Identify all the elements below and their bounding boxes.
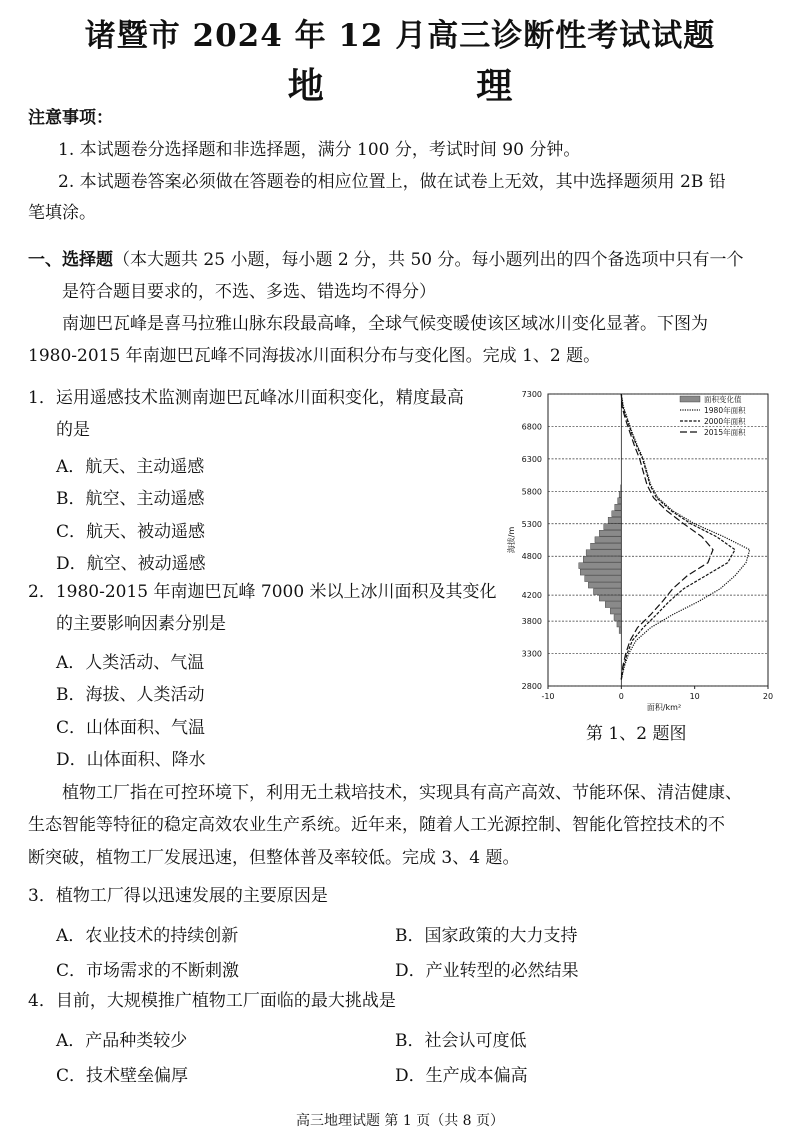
passage-1-line-2: 1980-2015 年南迦巴瓦峰不同海拔冰川面积分布与变化图。完成 1、2 题。 xyxy=(28,346,601,366)
plot-frame xyxy=(548,394,768,686)
glacier-area-chart xyxy=(492,384,792,724)
subject-title: 地 理 xyxy=(287,65,583,107)
y-tick-label: 4200 xyxy=(521,591,542,601)
chart-legend xyxy=(680,394,746,437)
area-change-bar xyxy=(593,589,621,595)
q3-option-a: A．农业技术的持续创新 xyxy=(56,926,239,946)
legend-label: 1980年面积 xyxy=(704,406,746,415)
section-1-header xyxy=(28,250,744,270)
q2-option-b: B．海拔、人类活动 xyxy=(56,685,205,705)
y-tick-label: 5300 xyxy=(521,519,542,529)
q3-option-b: B．国家政策的大力支持 xyxy=(395,926,578,946)
area-change-bar xyxy=(586,550,621,556)
q4-stem: 4．目前，大规模推广植物工厂面临的最大挑战是 xyxy=(28,991,396,1011)
legend-swatch-bars xyxy=(680,396,700,402)
chart-axes xyxy=(506,390,773,712)
area-change-bar xyxy=(588,582,621,588)
q4-option-b: B．社会认可度低 xyxy=(395,1031,527,1051)
q2-option-a: A．人类活动、气温 xyxy=(56,653,205,673)
x-tick-label: -10 xyxy=(541,692,555,701)
y-tick-label: 5800 xyxy=(521,487,542,497)
legend-label: 2015年面积 xyxy=(704,428,746,437)
notice-item-2-line-1: 2. 本试题卷答案必须做在答题卷的相应位置上，做在试卷上无效，其中选择题须用 2B 铅 xyxy=(58,172,726,192)
area-change-bar xyxy=(610,608,621,614)
exam-title: 诸暨市 2024 年 12 月高三诊断性考试试题 xyxy=(84,18,716,54)
notice-item-1: 1. 本试题卷分选择题和非选择题，满分 100 分，考试时间 90 分钟。 xyxy=(58,140,581,160)
area-change-bar xyxy=(599,595,621,601)
q1-stem-line-2: 的是 xyxy=(56,420,90,440)
area-change-bar xyxy=(595,537,621,543)
area-change-bar xyxy=(612,511,622,517)
area-change-bar xyxy=(608,517,621,523)
area-change-bar xyxy=(614,615,621,621)
q3-option-d: D．产业转型的必然结果 xyxy=(395,961,579,981)
area-change-bar xyxy=(604,524,622,530)
y-tick-label: 6300 xyxy=(521,454,542,464)
area-change-bar xyxy=(618,498,622,504)
x-tick-label: 10 xyxy=(689,692,700,701)
y-tick-label: 3800 xyxy=(521,617,542,627)
page-footer: 高三地理试题 第 1 页（共 8 页） xyxy=(295,1113,505,1129)
notice-heading: 注意事项： xyxy=(28,108,113,128)
area-change-bar xyxy=(591,543,622,549)
notice-item-2-line-2: 笔填涂。 xyxy=(28,203,96,223)
q1-option-c: C．航天、被动遥感 xyxy=(56,522,206,542)
passage-1-line-1: 南迦巴瓦峰是喜马拉雅山脉东段最高峰，全球气候变暖使该区域冰川变化显著。下图为 xyxy=(62,314,708,334)
q1-stem-line-1: 1．运用遥感技术监测南迦巴瓦峰冰川面积变化，精度最高 xyxy=(28,388,464,408)
area-change-bar xyxy=(615,504,622,510)
y-tick-label: 3300 xyxy=(521,649,542,659)
x-axis-label: 面积/km² xyxy=(646,703,682,712)
y-tick-label: 6800 xyxy=(521,422,542,432)
legend-label: 2000年面积 xyxy=(704,417,746,426)
q2-stem-line-1: 2．1980-2015 年南迦巴瓦峰 7000 米以上冰川面积及其变化 xyxy=(28,582,497,602)
q2-stem-line-2: 的主要影响因素分别是 xyxy=(56,614,226,634)
section-1-desc-line-2: 是符合题目要求的，不选、多选、错选均不得分） xyxy=(62,282,436,302)
y-tick-label: 7300 xyxy=(521,390,542,399)
q1-option-d: D．航空、被动遥感 xyxy=(56,554,206,574)
x-tick-label: 20 xyxy=(762,692,774,701)
q2-option-c: C．山体面积、气温 xyxy=(56,718,206,738)
q1-option-a: A．航天、主动遥感 xyxy=(56,457,205,477)
q3-stem: 3．植物工厂得以迅速发展的主要原因是 xyxy=(28,886,328,906)
q4-option-d: D．生产成本偏高 xyxy=(395,1066,528,1086)
y-tick-label: 2800 xyxy=(521,682,542,691)
q3-option-c: C．市场需求的不断刺激 xyxy=(56,961,240,981)
figure-caption: 第 1、2 题图 xyxy=(586,724,687,744)
q4-option-a: A．产品种类较少 xyxy=(56,1031,188,1051)
area-change-bar xyxy=(599,530,621,536)
y-axis-label: 海拔/m xyxy=(507,526,516,554)
q1-option-b: B．航空、主动遥感 xyxy=(56,489,205,509)
area-change-bar xyxy=(580,569,621,575)
area-change-bar xyxy=(585,576,622,582)
passage-2-line-2: 生态智能等特征的稳定高效农业生产系统。近年来，随着人工光源控制、智能化管控技术的不 xyxy=(28,815,725,835)
section-1-heading: 一、选择题 xyxy=(28,250,113,270)
area-change-bar xyxy=(583,556,621,562)
passage-2-line-3: 断突破，植物工厂发展迅速，但整体普及率较低。完成 3、4 题。 xyxy=(28,848,520,868)
legend-label: 面积变化值 xyxy=(704,395,742,404)
section-1-desc-line-1: （本大题共 25 小题，每小题 2 分，共 50 分。每小题列出的四个备选项中只有一个 xyxy=(113,250,744,270)
chart-bars xyxy=(579,394,622,686)
passage-2-line-1: 植物工厂指在可控环境下，利用无土栽培技术，实现具有高产高效、节能环保、清洁健康、 xyxy=(62,783,742,803)
q2-option-d: D．山体面积、降水 xyxy=(56,750,206,770)
area-change-bar xyxy=(605,602,621,608)
x-tick-label: 0 xyxy=(618,692,624,701)
q4-option-c: C．技术壁垒偏厚 xyxy=(56,1066,189,1086)
area-change-bar xyxy=(579,563,622,569)
area-change-bar xyxy=(617,621,621,627)
y-tick-label: 4800 xyxy=(521,552,542,562)
